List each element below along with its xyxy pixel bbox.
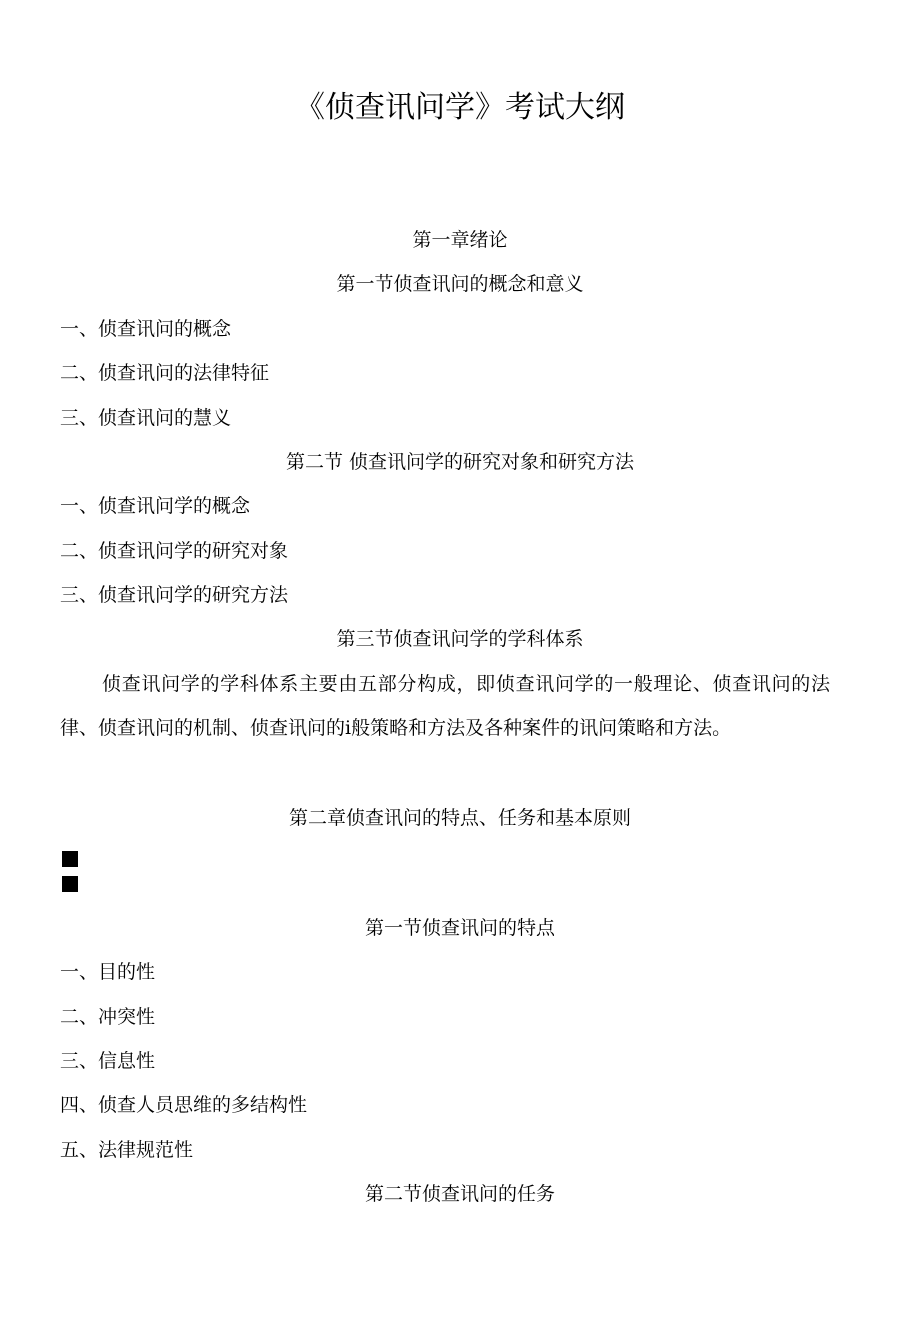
document-title: 《侦查讯问学》考试大纲 xyxy=(295,90,625,125)
chapter-2-section-2-heading: 第二节侦查讯问的任务 xyxy=(364,1183,555,1205)
chapter-1-heading: 第一章绪论 xyxy=(412,229,508,251)
list-item: 一、侦查讯问的概念 xyxy=(60,318,232,340)
list-item: 三、信息性 xyxy=(60,1050,156,1072)
list-item: 三、侦查讯问的慧义 xyxy=(60,407,232,429)
black-square-icon xyxy=(62,851,78,867)
list-item: 五、法律规范性 xyxy=(60,1139,194,1161)
list-item: 二、侦查讯问学的研究对象 xyxy=(60,540,289,562)
chapter-2-section-1-heading: 第一节侦查讯问的特点 xyxy=(364,917,555,939)
chapter-1-section-1-heading: 第一节侦查讯问的概念和意义 xyxy=(336,273,584,295)
section-3-paragraph: 侦查讯问学的学科体系主要由五部分构成，即侦查讯问学的一般理论、侦查讯问的法律、侦查讯问的机制、侦查讯问的i般策略和方法及各种案件的讯问策略和方法。 xyxy=(60,673,830,739)
list-item: 三、侦查讯问学的研究方法 xyxy=(60,584,289,606)
black-square-icon xyxy=(62,876,78,892)
list-item: 二、冲突性 xyxy=(60,1006,156,1028)
chapter-1-section-3-heading: 第三节侦查讯问学的学科体系 xyxy=(336,628,584,650)
list-item: 一、侦查讯问学的概念 xyxy=(60,495,251,517)
chapter-1-section-2-heading: 第二节 侦查讯问学的研究对象和研究方法 xyxy=(285,451,635,473)
list-item: 二、侦查讯问的法律特征 xyxy=(60,362,270,384)
list-item: 四、侦查人员思维的多结构性 xyxy=(60,1094,308,1116)
chapter-2-heading: 第二章侦查讯问的特点、任务和基本原则 xyxy=(288,807,631,829)
list-item: 一、目的性 xyxy=(60,961,156,983)
